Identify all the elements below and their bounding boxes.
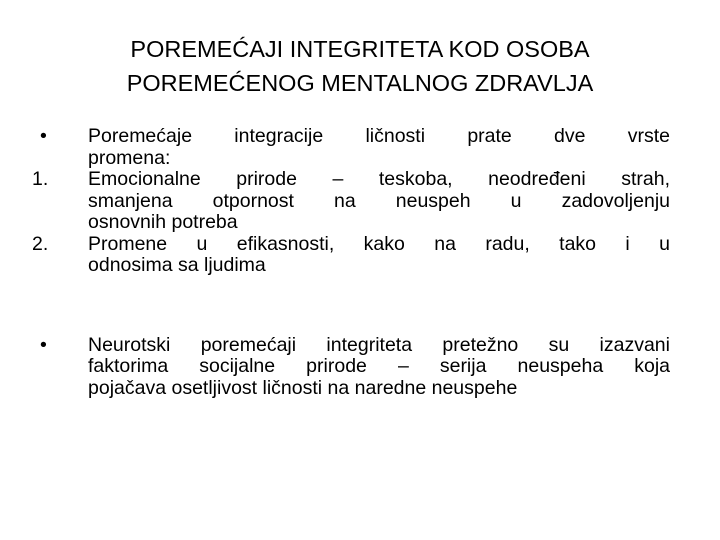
number-marker: 2.	[32, 232, 49, 255]
text-line: odnosima sa ljudima	[88, 254, 266, 276]
numbered-text	[88, 169, 670, 234]
text-line: osnovnih potreba	[88, 211, 238, 233]
text-line: faktorima socijalne prirode – serija neuspeha koja	[88, 355, 670, 377]
slide-content	[0, 126, 720, 399]
text-line: Promene u efikasnosti, kako na radu, tako i u	[88, 232, 670, 255]
text-line: Emocionalne prirode – teskoba, neodređeni strah,	[88, 168, 670, 190]
text-line: pojačava osetljivost ličnosti na naredne neuspehe	[88, 376, 518, 399]
bullet-item-2	[0, 335, 720, 400]
slide-title	[40, 32, 680, 100]
text-line: Neurotski poremećaji integriteta pretežno su izazvani	[88, 333, 670, 356]
bullet-text	[88, 126, 670, 169]
bullet-marker: •	[40, 125, 47, 147]
bullet-item-1	[0, 126, 720, 169]
numbered-text	[88, 234, 670, 277]
text-line: promena:	[88, 146, 171, 169]
numbered-item-1	[0, 169, 720, 234]
bullet-text	[88, 335, 670, 400]
bullet-marker: •	[40, 333, 47, 356]
number-marker: 1.	[32, 168, 49, 190]
title-line-1: POREMEĆAJI INTEGRITETA KOD OSOBA	[130, 36, 590, 62]
title-line-2: POREMEĆENOG MENTALNOG ZDRAVLJA	[126, 70, 594, 96]
text-line: smanjena otpornost na neuspeh u zadovoljenju	[88, 189, 670, 212]
text-line: Poremećaje integracije ličnosti prate dve vrste	[88, 125, 670, 147]
spacer	[0, 277, 720, 335]
numbered-item-2	[0, 234, 720, 277]
